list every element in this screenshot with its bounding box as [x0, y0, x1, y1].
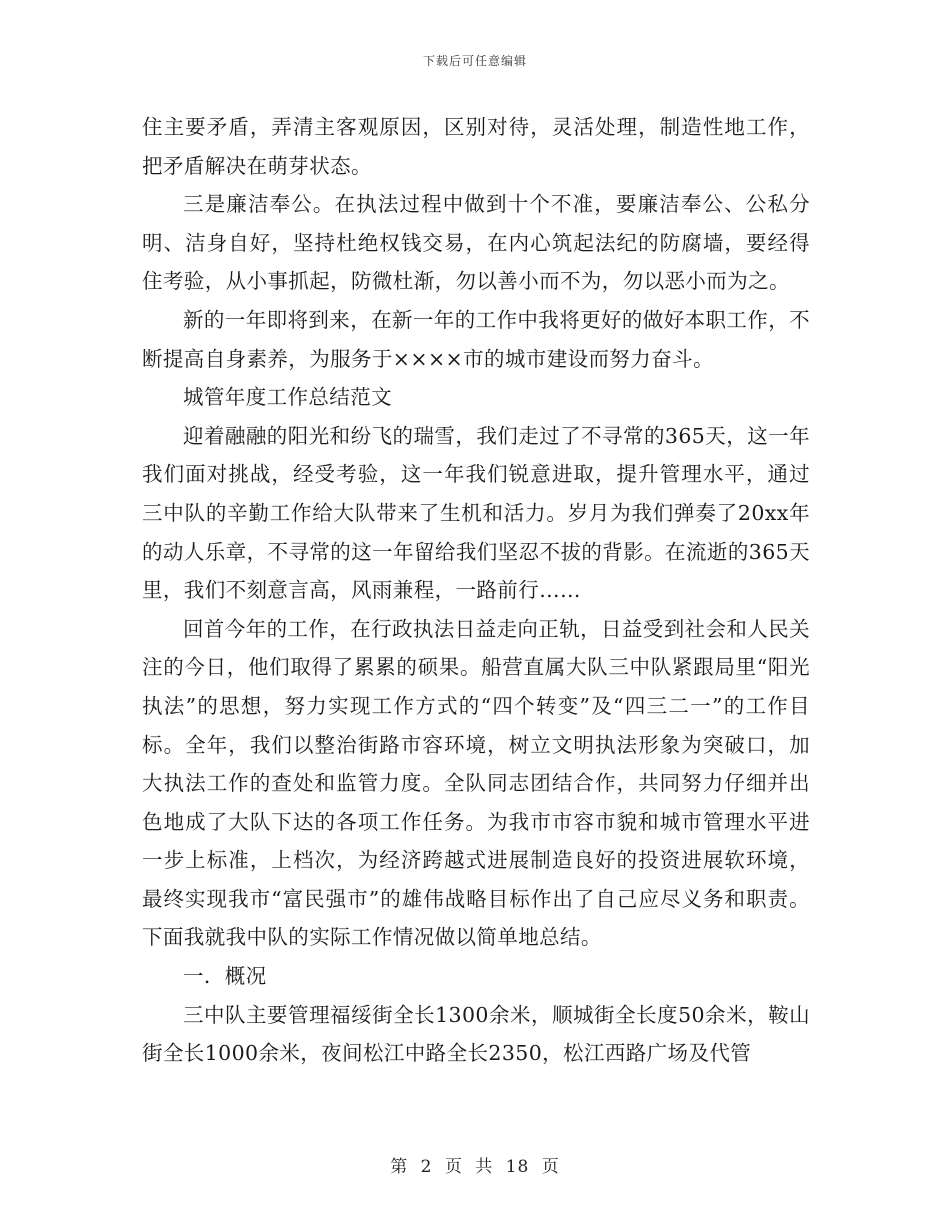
paragraph: 回首今年的工作，在行政执法日益走向正轨，日益受到社会和人民关注的今日，他们取得了累累的硕果。船营直属大队三中队紧跟局里“阳光执法”的思想，努力实现工作方式的“四个转变”及“四三二一”的工作目标。全年，我们以整治街路市容环境，树立文明执法形象为突破口，加大执法工作的查处和监管力度。全队同志团结合作，共同努力仔细并出色地成了大队下达的各项工作任务。为我市市容市貌和城市管理水平进一步上标准，上档次，为经济跨越式进展制造良好的投资进展软环境，最终实现我市“富民强市”的雄伟战略目标作出了自己应尽义务和职责。下面我就我中队的实际工作情况做以简单地总结。: [142, 616, 810, 950]
paragraph: 三是廉洁奉公。在执法过程中做到十个不准，要廉洁奉公、公私分明、洁身自好，坚持杜绝权钱交易，在内心筑起法纪的防腐墙，要经得住考验，从小事抓起，防微杜渐，勿以善小而不为，勿以恶小而为之。: [142, 192, 810, 294]
document-body: [142, 108, 810, 1073]
page-header: 下载后可任意编辑: [422, 54, 527, 68]
page-number: 第 2 页 共 18 页: [390, 1157, 560, 1177]
section-heading: 城管年度工作总结范文: [183, 385, 392, 410]
paragraph: 迎着融融的阳光和纷飞的瑞雪，我们走过了不寻常的365天，这一年我们面对挑战，经受考验，这一年我们锐意进取，提升管理水平，通过三中队的辛勤工作给大队带来了生机和活力。岁月为我们弹奏了20xx年的动人乐章，不寻常的这一年留给我们坚忍不拔的背影。在流逝的365天里，我们不刻意言高，风雨兼程，一路前行……: [142, 423, 810, 603]
paragraph: 三中队主要管理福绥街全长1300余米，顺城街全长度50余米，鞍山街全长1000余米，夜间松江中路全长2350，松江西路广场及代管: [142, 1002, 810, 1066]
paragraph: 新的一年即将到来，在新一年的工作中我将更好的做好本职工作，不断提高自身素养，为服务于××××市的城市建设而努力奋斗。: [142, 307, 810, 371]
paragraph: 住主要矛盾，弄清主客观原因，区别对待，灵活处理，制造性地工作，把矛盾解决在萌芽状态。: [142, 115, 810, 178]
section-heading: 一．概况: [183, 964, 267, 989]
